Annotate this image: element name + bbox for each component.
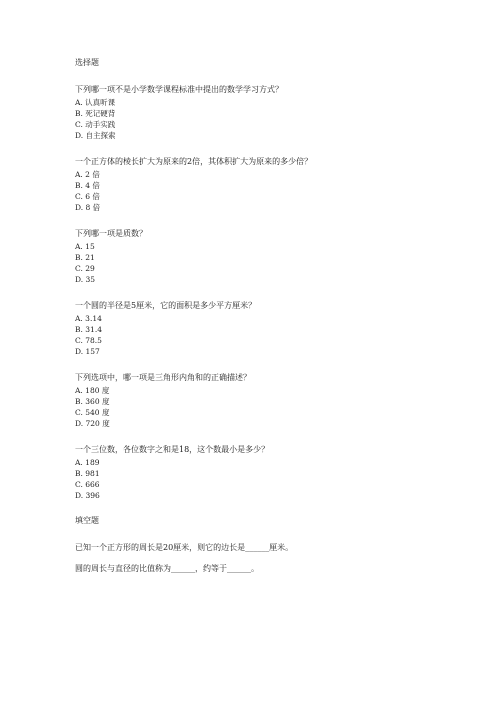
fill-question-list (75, 542, 455, 574)
answer-option: B. 死记硬背 (75, 109, 116, 118)
answer-option: A. 180 度 (75, 386, 110, 395)
question-block (75, 228, 455, 285)
answer-option: C. 29 (75, 264, 95, 273)
section-heading-choice: 选择题 (75, 58, 99, 67)
fill-blank-question: 圆的周长与直径的比值称为______，约等于______。 (75, 564, 259, 573)
answer-option: D. 396 (75, 491, 100, 500)
answer-option: A. 189 (75, 458, 100, 467)
answer-option: B. 31.4 (75, 325, 102, 334)
answer-option: B. 981 (75, 469, 100, 478)
answer-option: B. 360 度 (75, 397, 110, 406)
question-block (75, 84, 455, 141)
answer-option: B. 4 倍 (75, 181, 100, 190)
answer-option: D. 157 (75, 347, 100, 356)
answer-option: A. 15 (75, 242, 95, 251)
answer-option: D. 自主探索 (75, 131, 116, 140)
question-text: 下列哪一项是质数？ (75, 229, 147, 238)
question-block (75, 372, 455, 429)
answer-option: C. 78.5 (75, 336, 102, 345)
question-text: 下列哪一项不是小学数学课程标准中提出的数学学习方式？ (75, 85, 283, 94)
answer-option: C. 动手实践 (75, 120, 116, 129)
document-page (75, 58, 455, 584)
answer-option: D. 720 度 (75, 419, 110, 428)
answer-option: B. 21 (75, 253, 95, 262)
answer-option: D. 35 (75, 275, 96, 284)
question-text: 一个三位数，各位数字之和是18，这个数最小是多少？ (75, 445, 270, 454)
answer-option: C. 666 (75, 480, 100, 489)
question-text: 下列选项中，哪一项是三角形内角和的正确描述？ (75, 373, 251, 382)
question-block (75, 156, 455, 213)
answer-option: D. 8 倍 (75, 203, 101, 212)
question-text: 一个圆的半径是5厘米，它的面积是多少平方厘米？ (75, 301, 257, 310)
answer-option: A. 2 倍 (75, 170, 100, 179)
question-list (75, 84, 455, 501)
answer-option: A. 3.14 (75, 314, 102, 323)
answer-option: C. 540 度 (75, 408, 110, 417)
question-block (75, 444, 455, 501)
answer-option: C. 6 倍 (75, 192, 100, 201)
answer-option: A. 认真听课 (75, 98, 116, 107)
question-block (75, 300, 455, 357)
section-heading-fill: 填空题 (75, 516, 99, 525)
fill-blank-question: 已知一个正方形的周长是20厘米，则它的边长是______厘米。 (75, 543, 294, 552)
question-text: 一个正方体的棱长扩大为原来的2倍，其体积扩大为原来的多少倍？ (75, 157, 313, 166)
